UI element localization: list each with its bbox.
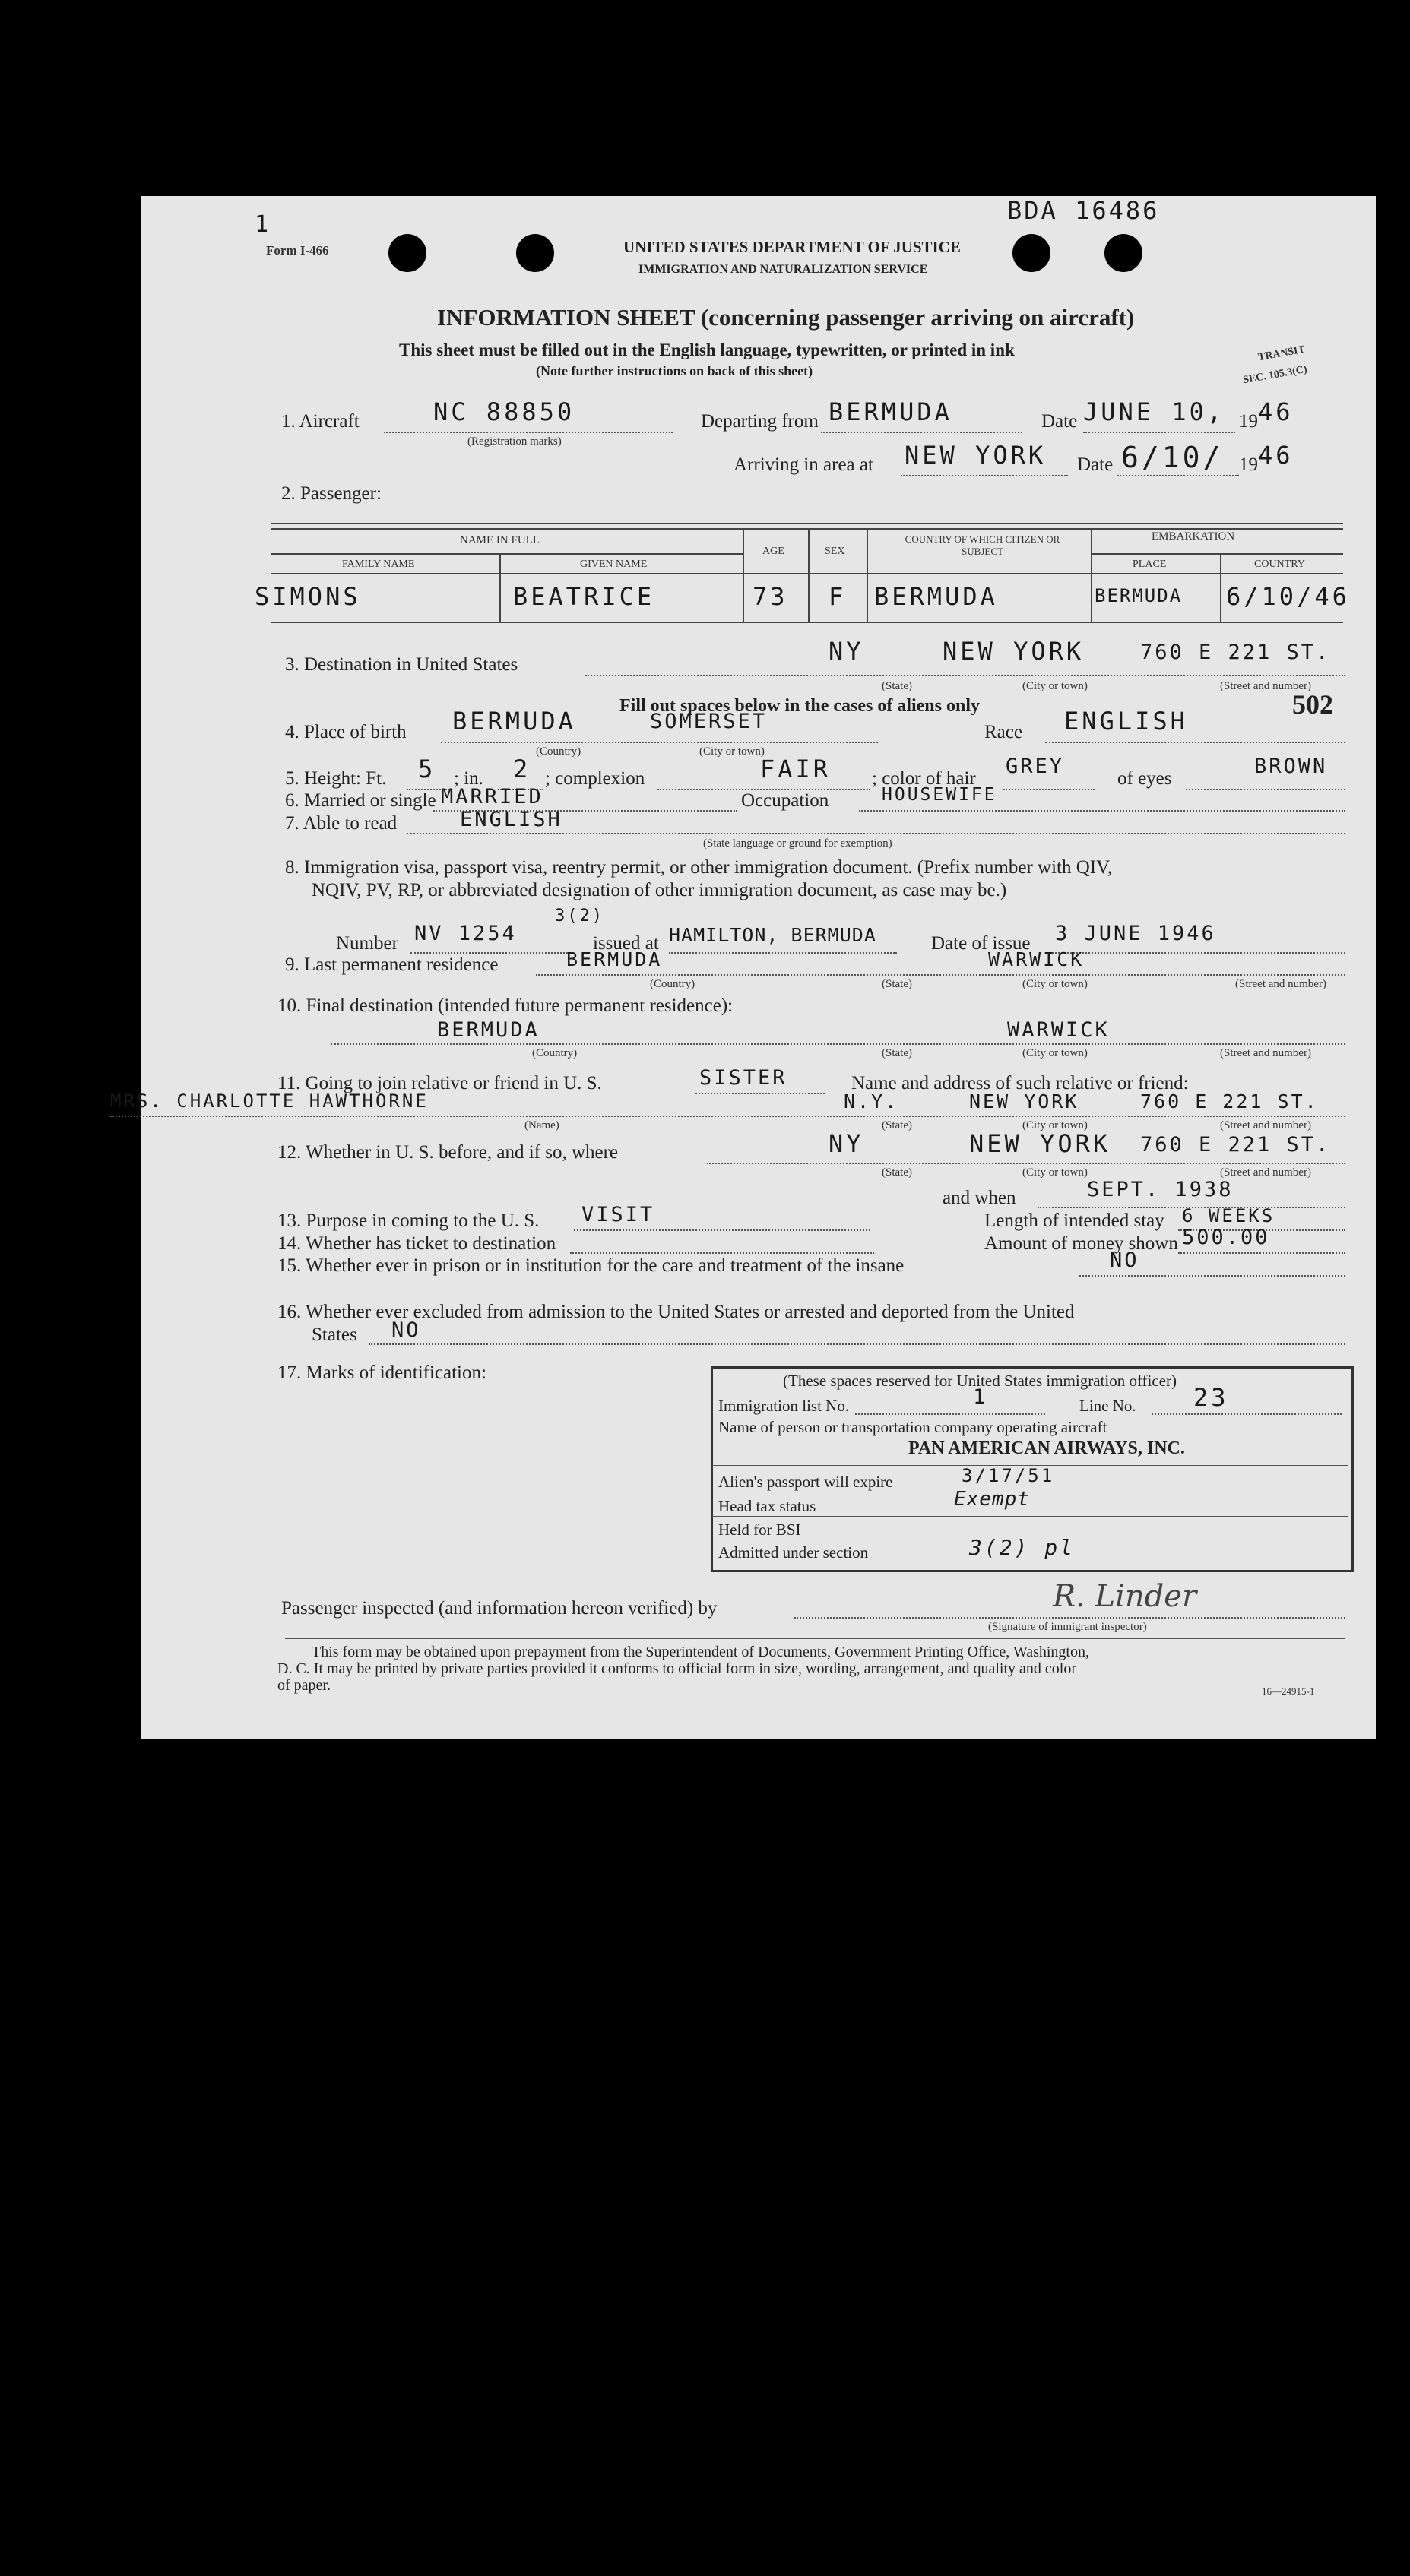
citizen-header: COUNTRY OF WHICH CITIZEN OR SUBJECT — [905, 533, 1060, 557]
residence-city: WARWICK — [988, 948, 1085, 970]
before-when-value: SEPT. 1938 — [1087, 1178, 1234, 1201]
embark-place-value: BERMUDA — [1095, 585, 1183, 606]
birth-city: SOMERSET — [650, 710, 768, 733]
admitted-label: Admitted under section — [718, 1543, 869, 1562]
hair-color-value: GREY — [1006, 755, 1065, 778]
prison-label: 15. Whether ever in prison or in institution for the care and treatment of the insane — [277, 1255, 905, 1276]
before-label: 12. Whether in U. S. before, and if so, where — [277, 1142, 619, 1163]
operator-label: Name of person or transportation company operating aircraft — [718, 1418, 1107, 1436]
before-when-label: and when — [943, 1188, 1016, 1208]
punch-hole — [1104, 234, 1142, 272]
line-number-label: Line No. — [1079, 1397, 1136, 1415]
stay-label: Length of intended stay — [984, 1210, 1164, 1231]
money-value: 500.00 — [1182, 1226, 1270, 1249]
final-state-sublabel: (State) — [882, 1047, 912, 1059]
departing-label: Departing from — [701, 411, 819, 432]
destination-state: NY — [829, 637, 864, 666]
complexion-value: FAIR — [760, 755, 832, 783]
service-name: IMMIGRATION AND NATURALIZATION SERVICE — [638, 263, 928, 276]
visa-number-value: NV 1254 — [414, 922, 517, 945]
arriving-label: Arriving in area at — [734, 454, 873, 475]
registration-sublabel: (Registration marks) — [467, 435, 562, 448]
race-label: Race — [984, 722, 1022, 742]
height-inches: 2 — [513, 755, 531, 783]
final-city: WARWICK — [1007, 1018, 1110, 1042]
visa-date-value: 3 JUNE 1946 — [1055, 922, 1216, 945]
married-label: 6. Married or single — [285, 790, 436, 811]
birth-country: BERMUDA — [452, 707, 576, 736]
name-in-full-header: NAME IN FULL — [460, 534, 540, 546]
arrival-year-value: 46 — [1258, 441, 1294, 470]
read-value: ENGLISH — [460, 808, 562, 831]
aliens-only-note: Fill out spaces below in the cases of aliens only — [619, 696, 981, 716]
stay-value: 6 WEEKS — [1182, 1205, 1275, 1226]
embark-country-value: 6/10/46 — [1226, 582, 1350, 611]
departure-year-prefix: 19 — [1239, 411, 1258, 432]
residence-country: BERMUDA — [566, 948, 663, 970]
eye-color-value: BROWN — [1254, 755, 1328, 778]
arrival-date-value: 6/10/ — [1121, 441, 1224, 474]
joining-label: 11. Going to join relative or friend in U. S. — [277, 1073, 602, 1093]
departure-date-value: JUNE 10, — [1083, 397, 1225, 426]
departure-date-label: Date — [1041, 411, 1078, 432]
passport-expire-label: Alien's passport will expire — [718, 1473, 893, 1491]
height-inches-label: ; in. — [454, 768, 483, 789]
excluded-label-continued: States — [312, 1324, 357, 1345]
departure-year-value: 46 — [1258, 397, 1294, 426]
read-label: 7. Able to read — [285, 813, 398, 834]
department-name: UNITED STATES DEPARTMENT OF JUSTICE — [623, 238, 961, 256]
joining-street-sublabel: (Street and number) — [1220, 1119, 1311, 1131]
destination-street: 760 E 221 ST. — [1140, 641, 1331, 664]
residence-street-sublabel: (Street and number) — [1235, 978, 1326, 990]
immigration-list-value: 1 — [973, 1385, 988, 1409]
punch-hole — [1012, 234, 1050, 272]
destination-label: 3. Destination in United States — [285, 654, 518, 675]
height-feet: 5 — [418, 755, 436, 783]
destination-street-sublabel: (Street and number) — [1220, 680, 1311, 692]
form-number: Form I-466 — [266, 243, 329, 258]
joining-name-address-label: Name and address of such relative or friend: — [851, 1073, 1189, 1093]
destination-city-sublabel: (City or town) — [1022, 680, 1088, 692]
footer-line-3: of paper. — [277, 1677, 331, 1694]
read-sublabel: (State language or ground for exemption) — [703, 837, 892, 850]
excluded-value: NO — [391, 1318, 421, 1342]
joining-state-sublabel: (State) — [882, 1119, 912, 1131]
before-state-sublabel: (State) — [882, 1166, 912, 1179]
citizen-value: BERMUDA — [874, 582, 998, 611]
punch-hole — [516, 234, 554, 272]
before-city-sublabel: (City or town) — [1022, 1166, 1088, 1179]
residence-city-sublabel: (City or town) — [1022, 978, 1088, 990]
arriving-value: NEW YORK — [905, 441, 1047, 470]
bsi-label: Held for BSI — [718, 1521, 801, 1539]
family-name-header: FAMILY NAME — [342, 559, 415, 570]
destination-city: NEW YORK — [943, 637, 1085, 666]
joining-relation: SISTER — [699, 1066, 787, 1090]
purpose-label: 13. Purpose in coming to the U. S. — [277, 1210, 540, 1231]
final-destination-label: 10. Final destination (intended future permanent residence): — [277, 995, 734, 1016]
inspector-signature: R. Linder — [1053, 1579, 1197, 1614]
residence-state-sublabel: (State) — [882, 978, 912, 990]
sex-value: F — [829, 582, 847, 611]
occupation-label: Occupation — [741, 790, 829, 811]
visa-number-label: Number — [336, 933, 398, 954]
final-street-sublabel: (Street and number) — [1220, 1047, 1311, 1059]
footer-line-1: This form may be obtained upon prepayment from the Superintendent of Documents, Government Printing Office, Washington, — [312, 1644, 1089, 1660]
country-header: COUNTRY — [1254, 559, 1305, 570]
visa-date-label: Date of issue — [931, 933, 1031, 954]
married-value: MARRIED — [441, 785, 543, 809]
given-name-value: BEATRICE — [513, 582, 655, 611]
visa-instruction-2: NQIV, PV, RP, or abbreviated designation of other immigration document, as case may be.) — [312, 880, 1007, 900]
aircraft-value: NC 88850 — [433, 397, 575, 426]
occupation-value: HOUSEWIFE — [882, 785, 997, 805]
passenger-label: 2. Passenger: — [281, 483, 382, 504]
before-street: 760 E 221 ST. — [1140, 1133, 1331, 1157]
age-value: 73 — [753, 582, 788, 611]
footer-line-2: D. C. It may be printed by private parties provided it conforms to official form in size, wording, arrangement, and quality and color — [277, 1660, 1077, 1677]
punch-hole — [388, 234, 426, 272]
family-name-value: SIMONS — [255, 582, 361, 611]
marks-label: 17. Marks of identification: — [277, 1362, 486, 1383]
immigration-list-label: Immigration list No. — [718, 1397, 850, 1415]
file-number: BDA 16486 — [1007, 196, 1160, 225]
age-header: AGE — [762, 546, 784, 557]
final-country: BERMUDA — [437, 1018, 540, 1042]
admitted-value: 3(2) pl — [969, 1535, 1076, 1560]
stamp-number: 502 — [1292, 689, 1333, 720]
sheet-title: INFORMATION SHEET (concerning passenger arriving on aircraft) — [437, 304, 1135, 331]
passport-expire-value: 3/17/51 — [962, 1465, 1055, 1486]
inspection-label: Passenger inspected (and information hereon verified) by — [281, 1598, 718, 1619]
complexion-label: ; complexion — [545, 768, 645, 789]
before-street-sublabel: (Street and number) — [1220, 1166, 1311, 1179]
final-country-sublabel: (Country) — [532, 1047, 578, 1059]
transit-stamp-section: SEC. 105.3(C) — [1242, 363, 1308, 387]
eye-color-label: of eyes — [1117, 768, 1172, 789]
purpose-value: VISIT — [581, 1203, 655, 1226]
joining-name: MRS. CHARLOTTE HAWTHORNE — [110, 1090, 429, 1112]
prison-value: NO — [1110, 1248, 1139, 1272]
instruction-text: This sheet must be filled out in the English language, typewritten, or printed in ink — [399, 340, 1015, 359]
official-heading: (These spaces reserved for United States immigration officer) — [783, 1372, 1177, 1390]
sex-header: SEX — [825, 546, 845, 557]
joining-name-sublabel: (Name) — [524, 1119, 559, 1131]
birth-label: 4. Place of birth — [285, 722, 407, 742]
embarkation-header: EMBARKATION — [1152, 530, 1235, 543]
residence-label: 9. Last permanent residence — [285, 954, 499, 975]
excluded-label: 16. Whether ever excluded from admission to the United States or arrested and deported from the United — [277, 1302, 1075, 1322]
place-header: PLACE — [1133, 559, 1167, 570]
destination-state-sublabel: (State) — [882, 680, 912, 692]
visa-issued-value: HAMILTON, BERMUDA — [669, 924, 876, 946]
joining-state: N.Y. — [844, 1090, 899, 1112]
head-tax-label: Head tax status — [718, 1497, 816, 1515]
hair-color-label: ; color of hair — [872, 768, 976, 789]
visa-instruction-1: 8. Immigration visa, passport visa, reentry permit, or other immigration document. (Prefix number with QIV, — [285, 857, 1113, 878]
aircraft-label: 1. Aircraft — [281, 411, 360, 432]
joining-city: NEW YORK — [969, 1090, 1079, 1112]
footer-code: 16—24915-1 — [1262, 1685, 1315, 1697]
joining-street: 760 E 221 ST. — [1140, 1090, 1319, 1112]
instruction-note: (Note further instructions on back of this sheet) — [536, 363, 813, 378]
before-state: NY — [829, 1129, 864, 1158]
line-number-value: 23 — [1193, 1383, 1229, 1412]
money-label: Amount of money shown — [984, 1233, 1178, 1254]
visa-annotation: 3(2) — [555, 907, 604, 926]
before-city: NEW YORK — [969, 1129, 1111, 1158]
residence-country-sublabel: (Country) — [650, 978, 695, 990]
joining-city-sublabel: (City or town) — [1022, 1119, 1088, 1131]
inspection-sublabel: (Signature of immigrant inspector) — [988, 1621, 1147, 1633]
birth-country-sublabel: (Country) — [536, 745, 581, 758]
transit-stamp: TRANSIT — [1257, 343, 1306, 364]
head-tax-value: Exempt — [954, 1488, 1030, 1511]
form-sheet — [110, 196, 1376, 1739]
operator-value: PAN AMERICAN AIRWAYS, INC. — [908, 1438, 1185, 1458]
arrival-year-prefix: 19 — [1239, 454, 1258, 475]
given-name-header: GIVEN NAME — [580, 559, 648, 570]
ticket-label: 14. Whether has ticket to destination — [277, 1233, 556, 1254]
birth-city-sublabel: (City or town) — [699, 745, 765, 758]
visa-issued-label: issued at — [593, 933, 659, 954]
arrival-date-label: Date — [1077, 454, 1114, 475]
top-mark: 1 — [255, 211, 271, 238]
departing-value: BERMUDA — [829, 397, 952, 426]
final-city-sublabel: (City or town) — [1022, 1047, 1088, 1059]
race-value: ENGLISH — [1064, 707, 1188, 736]
height-label: 5. Height: Ft. — [285, 768, 387, 789]
